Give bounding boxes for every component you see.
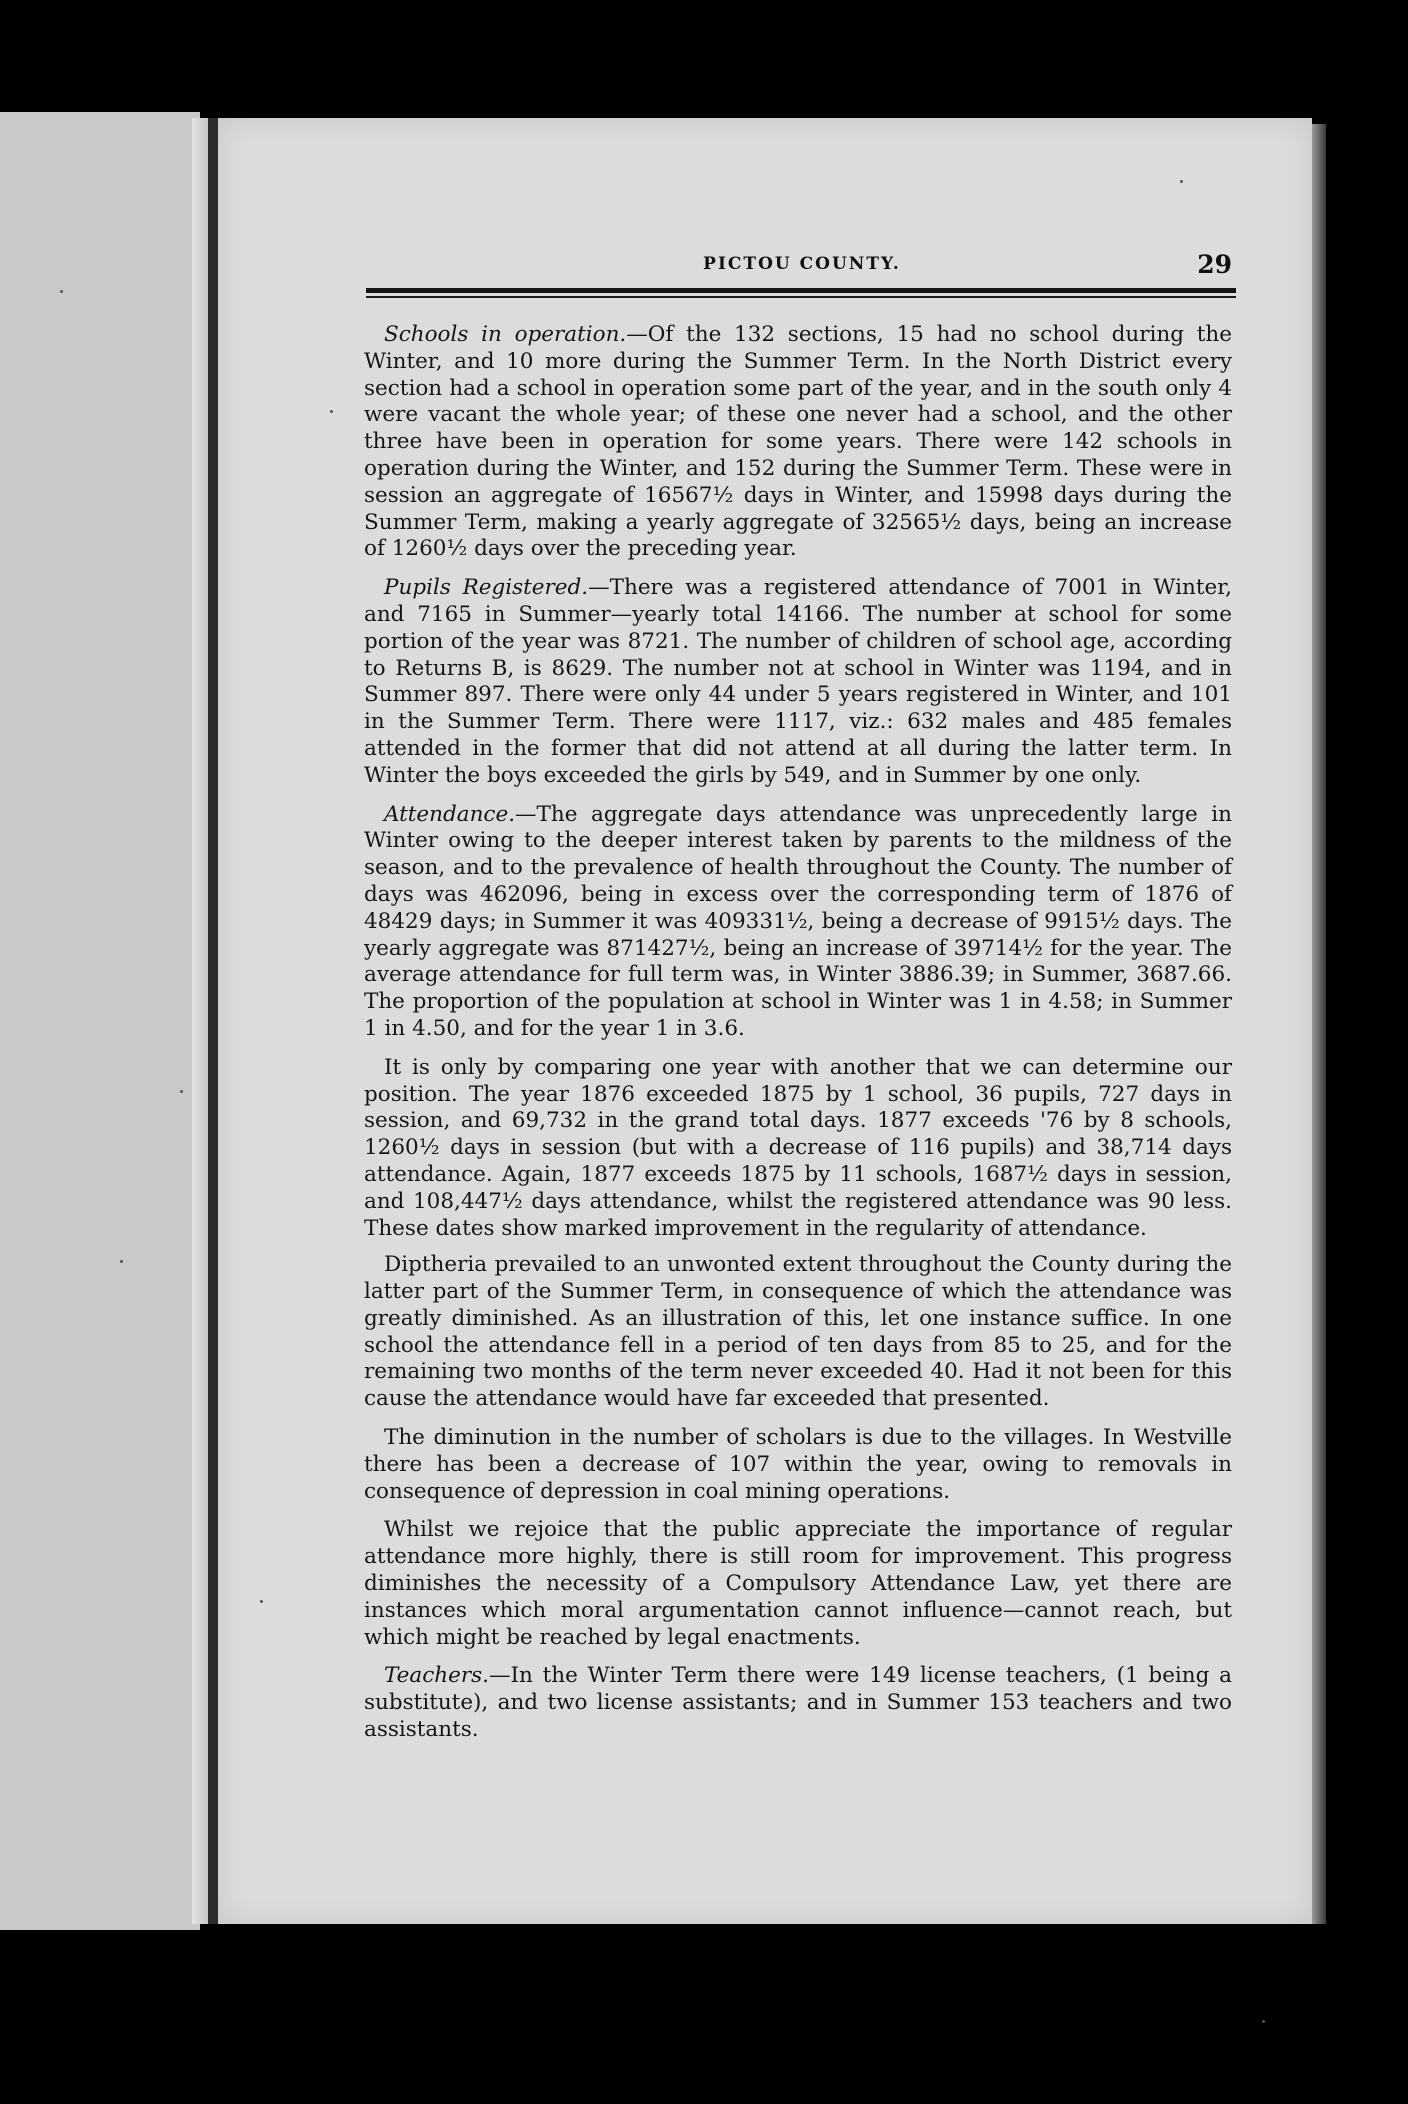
- paragraph-lead: Teachers.: [384, 1663, 489, 1689]
- paragraph-schools-in-operation: [364, 322, 1232, 563]
- paragraph-text: Diptheria prevailed to an unwonted extent throughout the County during the latter part of the Summer Term, in consequence of which the attendance was greatly diminished. As an illustration of this, let one instance suffice. In one school the attendance fell in a period of ten days from 85 to 25, and for the remaining two months of the term never exceeded 40. Had it not been for this cause the attendance would have far exceeded that presented.: [364, 1252, 1232, 1412]
- paragraph-text: The diminution in the number of scholars is due to the villages. In Westville there has been a decrease of 107 within the year, owing to removals in consequence of depression in coal mining operations.: [364, 1425, 1232, 1504]
- paragraph-text: —Of the 132 sections, 15 had no school during the Winter, and 10 more during the Summer Term. In the North District every section had a school in operation some part of the year, and in the south only 4 were vacant the whole year; of these one never had a school, and the other three have been in operation for some years. There were 142 schools in operation during the Winter, and 152 during the Summer Term. These were in session an aggregate of 16567½ days in Winter, and 15998 days during the Summer Term, making a yearly aggregate of 32565½ days, being an increase of 1260½ days over the preceding year.: [364, 322, 1232, 562]
- paragraph-text: It is only by comparing one year with another that we can determine our position. The year 1876 exceeded 1875 by 1 school, 36 pupils, 727 days in session, and 69,732 in the grand total days. 1877 exceeds '76 by 8 schools, 1260½ days in session (but with a decrease of 116 pupils) and 38,714 days attendance. Again, 1877 exceeds 1875 by 11 schools, 1687½ days in session, and 108,447½ days attendance, whilst the registered attendance was 90 less. These dates show marked improvement in the regularity of attendance.: [364, 1054, 1232, 1241]
- page-number: 29: [1197, 250, 1232, 279]
- header-rule-thin: [366, 296, 1236, 298]
- binding-gutter: [208, 118, 218, 1924]
- paragraph-compulsory-attendance: [364, 1517, 1232, 1651]
- paragraph-lead: Attendance.: [384, 801, 516, 827]
- paragraph-pupils-registered: [364, 575, 1232, 789]
- running-head: PICTOU COUNTY.: [703, 254, 901, 274]
- paragraph-text: Whilst we rejoice that the public appreciate the importance of regular attendance more highly, there is still room for improvement. This progress diminishes the necessity of a Compulsory Attendance Law, yet there are instances which moral argumentation cannot influence—cannot reach, but which might be reached by legal enactments.: [364, 1517, 1232, 1650]
- paragraph-attendance: [364, 802, 1232, 1043]
- facing-page-edge: [0, 112, 200, 1930]
- page-header: [372, 250, 1232, 280]
- body-text: [364, 322, 1232, 1756]
- paragraph-diminution: [364, 1425, 1232, 1505]
- paragraph-text: —The aggregate days attendance was unprecedently large in Winter owing to the deeper interest taken by parents to the mildness of the season, and to the prevalence of health throughout the County. The number of days was 462096, being in excess over the corresponding term of 1876 of 48429 days; in Summer it was 409331½, being a decrease of 9915½ days. The yearly aggregate was 871427½, being an increase of 39714½ for the year. The average attendance for full term was, in Winter 3886.39; in Summer, 3687.66. The proportion of the population at school in Winter was 1 in 4.58; in Summer 1 in 4.50, and for the year 1 in 3.6.: [364, 801, 1232, 1041]
- paragraph-lead: Schools in operation.: [384, 322, 627, 347]
- paragraph-teachers: [364, 1663, 1232, 1743]
- page-edge-shadow: [1312, 124, 1326, 1924]
- paragraph-text: —There was a registered attendance of 7001 in Winter, and 7165 in Summer—yearly total 14166. The number at school for some portion of the year was 8721. The number of children of school age, according to Returns B, is 8629. The number not at school in Winter was 1194, and in Summer 897. There were only 44 under 5 years registered in Winter, and 101 in the Summer Term. There were 1117, viz.: 632 males and 485 females attended in the former that did not attend at all during the latter term. In Winter the boys exceeded the girls by 549, and in Summer by one only.: [364, 575, 1232, 788]
- paragraph-comparison: [364, 1055, 1232, 1243]
- header-rule-thick: [366, 288, 1236, 293]
- paragraph-text: —In the Winter Term there were 149 license teachers, (1 being a substitute), and two license assistants; and in Summer 153 teachers and two assistants.: [364, 1663, 1232, 1743]
- paragraph-lead: Pupils Registered.: [384, 575, 589, 601]
- paragraph-diptheria: [364, 1252, 1232, 1413]
